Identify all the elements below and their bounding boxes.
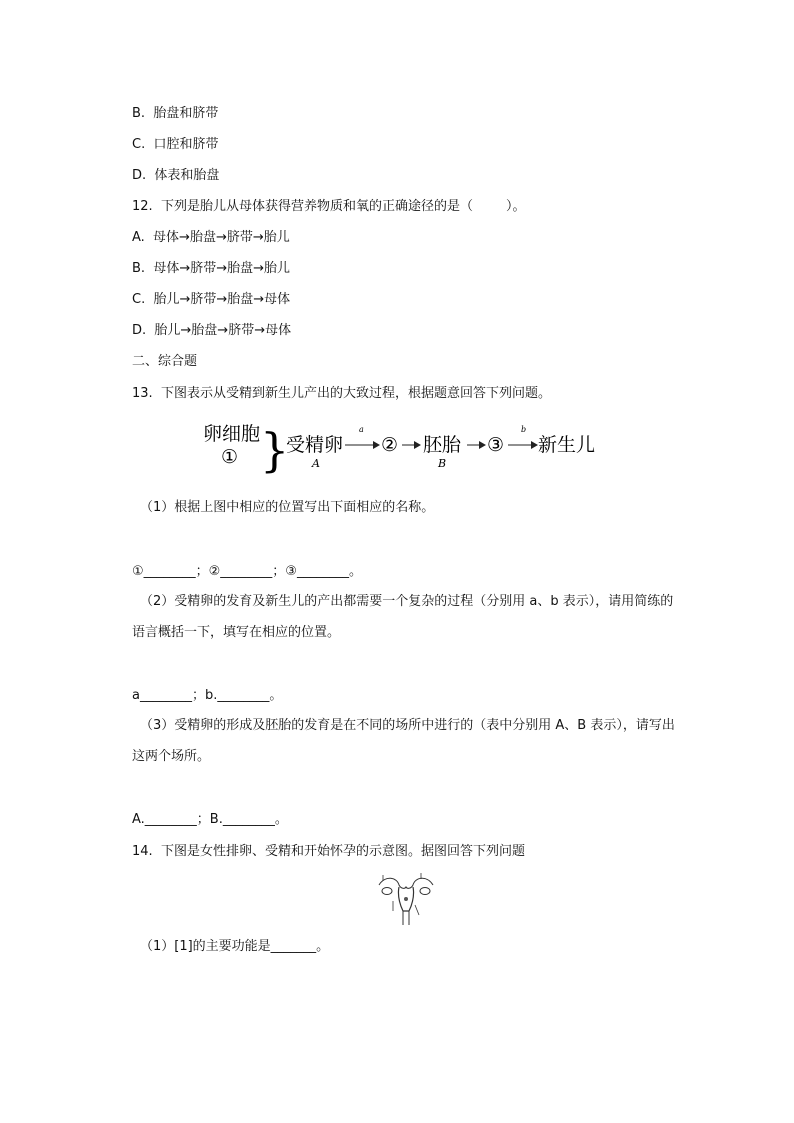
left-ovary	[382, 888, 392, 895]
q12-option-c: C. 胎儿→脐带→胎盘→母体	[132, 292, 291, 307]
fertilization-process-diagram	[0, 414, 794, 474]
q14-sub1: （1）[1]的主要功能是_______。	[140, 939, 330, 954]
diagram-egg-label: 卵细胞	[203, 423, 261, 445]
right-ovary	[420, 888, 430, 895]
q13-sub1-blanks: ①________；②________；③________。	[132, 564, 362, 579]
q13-stem: 13. 下图表示从受精到新生儿产出的大致过程，根据题意回答下列问题。	[132, 386, 551, 401]
embryo-dot	[404, 897, 408, 901]
section-title: 二、综合题	[132, 354, 198, 369]
pointer-line-4	[415, 905, 419, 915]
diagram-embryo-label: 胚胎	[423, 434, 462, 456]
diagram-newborn-label: 新生儿	[538, 434, 596, 456]
diagram-arrow-b-head	[531, 441, 538, 449]
diagram-label-b-upper: B	[438, 457, 447, 470]
vagina-outline	[403, 911, 409, 925]
q13-sub1: （1）根据上图中相应的位置写出下面相应的名称。	[140, 500, 435, 515]
q12-option-a: A. 母体→胎盘→脐带→胎儿	[132, 230, 290, 245]
q13-sub2-blanks: a________；b.________。	[132, 688, 283, 703]
diagram-arrow-2-head	[414, 441, 421, 449]
q13-sub3-blanks: A.________；B.________。	[132, 812, 288, 827]
q14-stem: 14. 下图是女性排卵、受精和开始怀孕的示意图。据图回答下列问题	[132, 844, 525, 859]
diagram-circle-1: ①	[221, 446, 239, 468]
diagram-label-a-upper: A	[312, 457, 320, 470]
q12-option-d: D. 胎儿→胎盘→脐带→母体	[132, 323, 292, 338]
diagram-zygote-label: 受精卵	[286, 434, 344, 456]
diagram-arrow-a-label: a	[359, 425, 364, 434]
diagram-arrow-b-label: b	[521, 425, 527, 434]
q11-option-d: D. 体表和胎盘	[132, 168, 220, 183]
fallopian-tubes	[379, 878, 433, 888]
female-reproductive-diagram	[375, 871, 437, 927]
q13-sub2: （2）受精卵的发育及新生儿的产出都需要一个复杂的过程（分别用 a、b 表示），请用简练的语言概括一下，填写在相应的位置。	[132, 594, 674, 640]
q11-option-c: C. 口腔和脐带	[132, 137, 219, 152]
q12-option-b: B. 母体→脐带→胎盘→胎儿	[132, 261, 290, 276]
q11-option-b: B. 胎盘和脐带	[132, 106, 219, 121]
diagram-brace: }	[260, 423, 290, 474]
diagram-circle-3: ③	[487, 434, 505, 456]
diagram-circle-2: ②	[381, 434, 399, 456]
q12-stem: 12. 下列是胎儿从母体获得营养物质和氧的正确途径的是（ ）。	[132, 199, 526, 214]
diagram-arrow-a-head	[373, 441, 380, 449]
q13-sub3: （3）受精卵的形成及胚胎的发育是在不同的场所中进行的（表中分别用 A、B 表示），请写出这两个场所。	[132, 718, 675, 764]
diagram-arrow-3-head	[479, 441, 486, 449]
